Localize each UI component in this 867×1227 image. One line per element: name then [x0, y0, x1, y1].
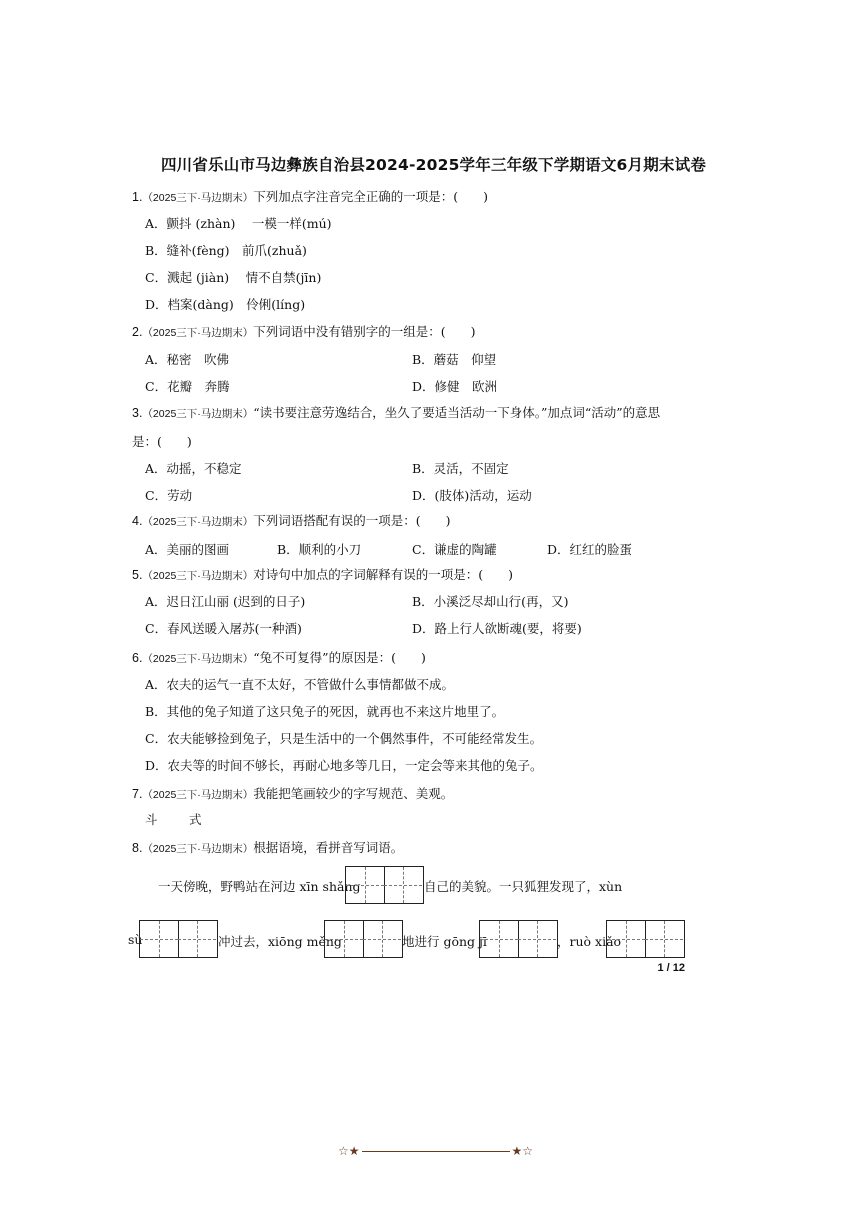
- option: A．美丽的图画: [145, 542, 230, 557]
- option: B．蘑菇 仰望: [412, 352, 497, 367]
- option: B．其他的兔子知道了这只兔子的死因，就再也不来这片地里了。: [145, 704, 505, 719]
- question-source: （2025三下·马边期末）: [142, 192, 254, 204]
- option: D．档案(dàng) 伶俐(líng): [145, 297, 306, 312]
- writing-grid[interactable]: [324, 920, 403, 958]
- question-number: 3.: [132, 406, 143, 420]
- option: D．农夫等的时间不够长，再耐心地多等几日，一定会等来其他的兔子。: [145, 758, 543, 773]
- question-2: [132, 322, 476, 340]
- option: B．小溪泛尽却山行(再，又): [412, 594, 569, 609]
- option: C．农夫能够捡到兔子，只是生活中的一个偶然事件，不可能经常发生。: [145, 731, 543, 746]
- option: B．灵活，不固定: [412, 461, 509, 476]
- star-icon: ☆★: [338, 1144, 360, 1158]
- star-icon: ★☆: [511, 1144, 534, 1158]
- question-text: “兔不可复得”的原因是：( ): [253, 650, 426, 665]
- question-3: [132, 403, 660, 421]
- option: C．溅起 (jiàn) 情不自禁(jīn): [145, 270, 322, 285]
- practice-char: 斗: [145, 812, 158, 827]
- page-title: 四川省乐山市马边彝族自治县2024-2025学年三年级下学期语文6月期末试卷: [160, 156, 707, 174]
- question-number: 2.: [132, 325, 143, 339]
- context-text: 自己的美貌。一只狐狸发现了，xùn: [424, 879, 623, 894]
- option: B．缝补(fèng) 前爪(zhuǎ): [145, 243, 307, 258]
- question-text: 下列加点字注音完全正确的一项是：( ): [253, 189, 489, 204]
- context-text: 冲过去，xiōng měng: [218, 934, 342, 949]
- option: D．红红的脸蛋: [547, 542, 633, 557]
- question-5: [132, 565, 513, 583]
- option: A．秘密 吹佛: [145, 352, 230, 367]
- context-text: ，ruò xiǎo: [557, 934, 622, 949]
- option: D．路上行人欲断魂(要，将要): [412, 621, 582, 636]
- context-text: 一天傍晚，野鸭站在河边 xīn shǎng: [158, 879, 361, 894]
- option: A．动摇，不稳定: [145, 461, 242, 476]
- question-source: （2025三下·马边期末）: [142, 653, 254, 665]
- option: A．农夫的运气一直不太好，不管做什么事情都做不成。: [145, 677, 455, 692]
- option: D．修健 欧洲: [412, 379, 498, 394]
- question-source: （2025三下·马边期末）: [142, 516, 254, 528]
- question-1: [132, 187, 488, 205]
- question-4: [132, 511, 451, 529]
- footer-decoration: [338, 1144, 533, 1158]
- option: C．劳动: [145, 488, 193, 503]
- divider: [362, 1151, 510, 1152]
- practice-char: 式: [189, 812, 202, 827]
- question-number: 6.: [132, 651, 143, 665]
- context-text: 地进行 gōng jī: [402, 934, 487, 949]
- writing-grid[interactable]: [345, 866, 424, 904]
- question-text: 我能把笔画较少的字写规范、美观。: [253, 786, 454, 801]
- question-text: 对诗句中加点的字词解释有误的一项是：( ): [253, 567, 514, 582]
- question-source: （2025三下·马边期末）: [142, 789, 254, 801]
- writing-grid[interactable]: [479, 920, 558, 958]
- question-6: [132, 648, 426, 666]
- option: B．顺利的小刀: [277, 542, 362, 557]
- option: D．(肢体)活动，运动: [412, 488, 532, 503]
- context-text: sù: [128, 932, 143, 947]
- question-text: “读书要注意劳逸结合，坐久了要适当活动一下身体。”加点词“活动”的意思: [253, 405, 661, 420]
- question-number: 8.: [132, 841, 143, 855]
- question-8: [132, 838, 403, 856]
- question-number: 7.: [132, 787, 143, 801]
- option: C．谦虚的陶罐: [412, 542, 497, 557]
- option: C．春风送暖入屠苏(一种酒): [145, 621, 302, 636]
- page-number: 1 / 12: [657, 962, 685, 974]
- question-number: 4.: [132, 514, 143, 528]
- question-text: 下列词语中没有错别字的一组是：( ): [253, 324, 476, 339]
- writing-grid[interactable]: [139, 920, 218, 958]
- question-number: 5.: [132, 568, 143, 582]
- question-source: （2025三下·马边期末）: [142, 408, 254, 420]
- question-source: （2025三下·马边期末）: [142, 843, 254, 855]
- question-text: 下列词语搭配有误的一项是：( ): [253, 513, 451, 528]
- writing-grid[interactable]: [606, 920, 685, 958]
- question-source: （2025三下·马边期末）: [142, 327, 254, 339]
- question-text-continued: 是：( ): [132, 434, 192, 449]
- question-number: 1.: [132, 190, 143, 204]
- question-7: [132, 784, 453, 802]
- option: A．颤抖 (zhàn) 一模一样(mú): [145, 216, 332, 231]
- question-source: （2025三下·马边期末）: [142, 570, 254, 582]
- question-text: 根据语境，看拼音写词语。: [253, 840, 404, 855]
- option: C．花瓣 奔腾: [145, 379, 230, 394]
- option: A．迟日江山丽 (迟到的日子): [145, 594, 306, 609]
